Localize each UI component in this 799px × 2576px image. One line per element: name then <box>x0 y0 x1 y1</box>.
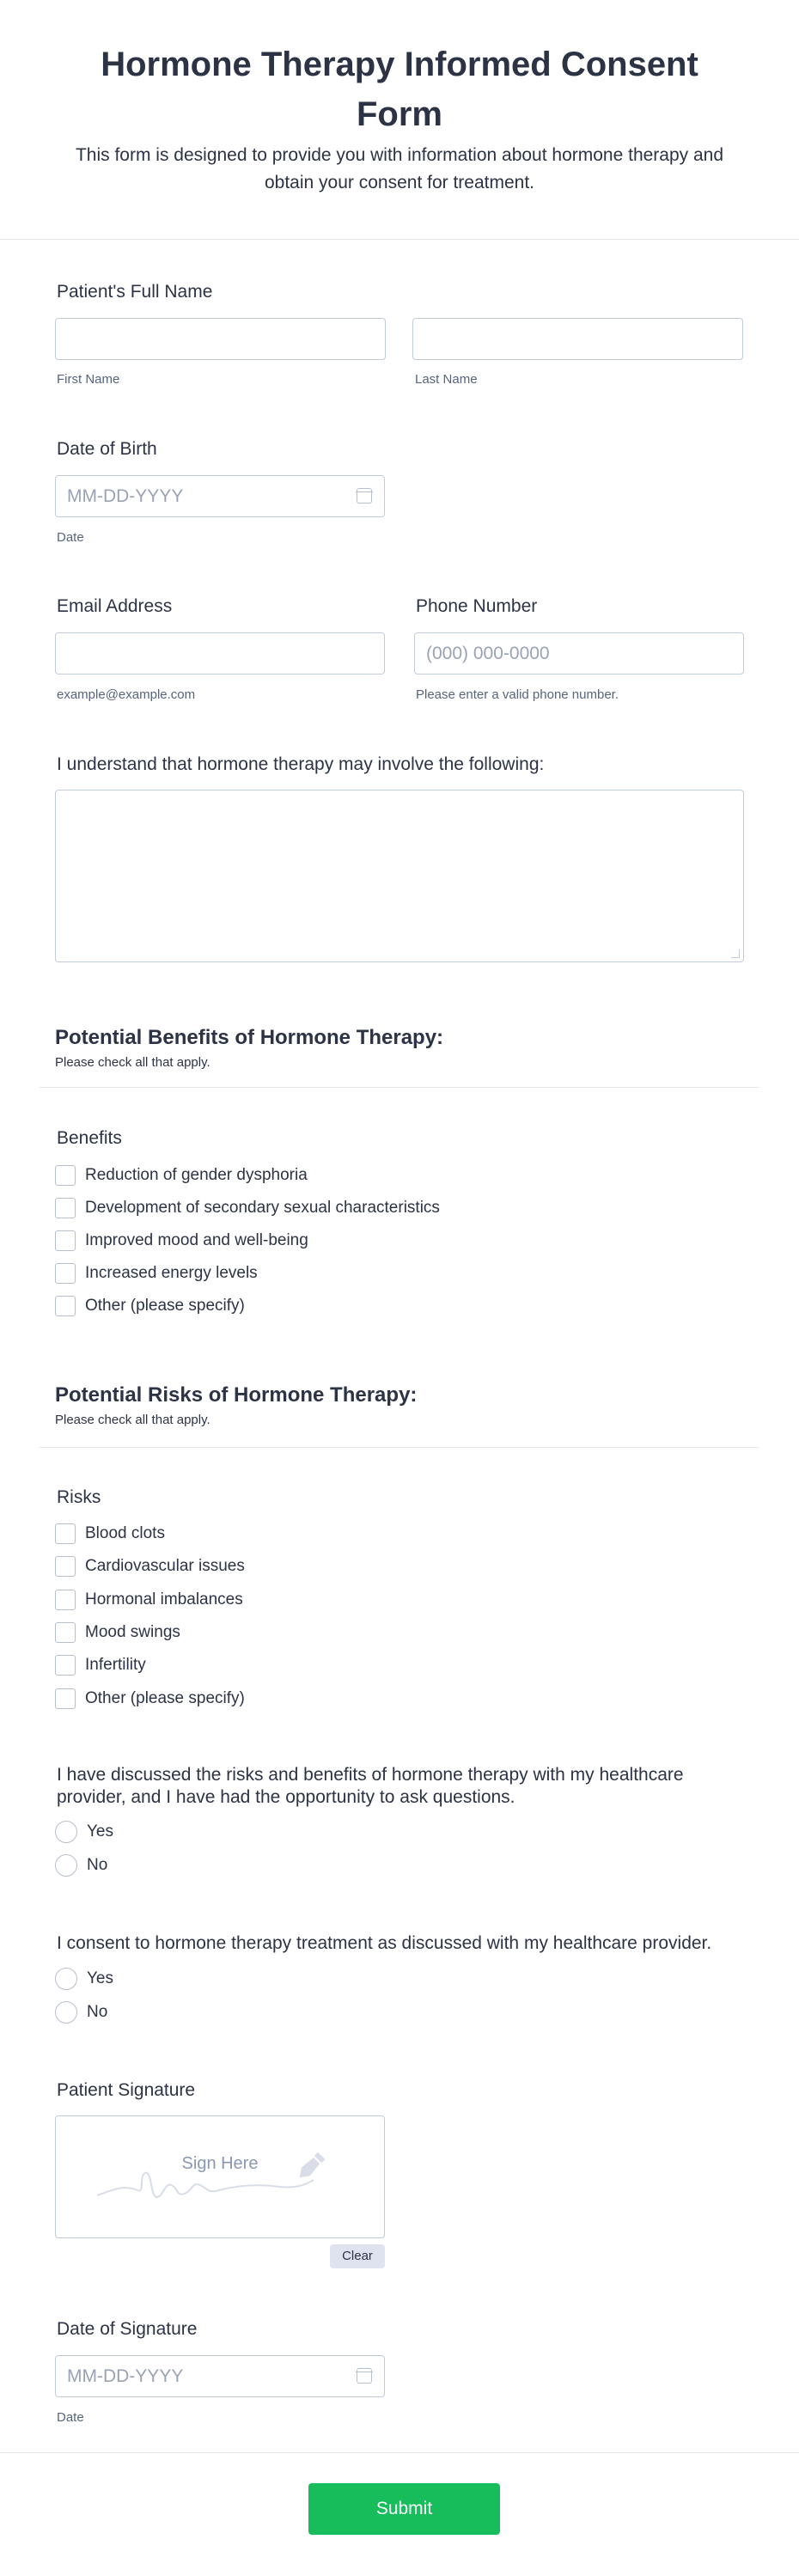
last-name-input[interactable] <box>412 318 743 360</box>
benefit-option-label: Reduction of gender dysphoria <box>85 1166 308 1184</box>
risk-option[interactable] <box>55 1589 243 1611</box>
risk-option-label: Cardiovascular issues <box>85 1557 245 1575</box>
radio-button[interactable] <box>55 2001 77 2024</box>
discussed-option-no[interactable] <box>55 1854 107 1877</box>
phone-label: Phone Number <box>416 596 538 616</box>
benefits-label: Benefits <box>57 1128 122 1148</box>
checkbox[interactable] <box>55 1230 76 1251</box>
radio-label: No <box>87 1856 108 1874</box>
risk-option[interactable] <box>55 1555 245 1578</box>
phone-sublabel: Please enter a valid phone number. <box>416 687 619 702</box>
risks-label: Risks <box>57 1487 101 1507</box>
discussed-question: I have discussed the risks and benefits of hormone therapy with my healthcare provider, and I have had the opportunity to ask questions. <box>57 1765 684 1807</box>
radio-label: Yes <box>87 1969 113 1987</box>
risk-option[interactable] <box>55 1654 146 1676</box>
benefit-option-label: Other (please specify) <box>85 1297 245 1315</box>
signature-pad[interactable] <box>55 2115 385 2238</box>
benefit-option[interactable] <box>55 1295 245 1317</box>
sig-date-label: Date of Signature <box>57 2319 198 2339</box>
risk-option-label: Blood clots <box>85 1524 165 1542</box>
radio-label: No <box>87 2003 108 2021</box>
footer-divider <box>0 2452 799 2453</box>
form-title: Hormone Therapy Informed Consent Form <box>101 46 698 133</box>
checkbox[interactable] <box>55 1622 76 1643</box>
benefits-section-subtitle: Please check all that apply. <box>55 1055 210 1070</box>
benefit-option[interactable] <box>55 1197 440 1219</box>
checkbox[interactable] <box>55 1655 76 1676</box>
benefits-section-title: Potential Benefits of Hormone Therapy: <box>55 1026 444 1049</box>
radio-label: Yes <box>87 1822 113 1840</box>
last-name-sublabel: Last Name <box>415 372 478 387</box>
radio-button[interactable] <box>55 1821 77 1843</box>
signature-scribble-icon <box>56 2116 386 2239</box>
dob-placeholder: MM-DD-YYYY <box>67 485 184 506</box>
sig-date-placeholder: MM-DD-YYYY <box>67 2365 184 2386</box>
checkbox[interactable] <box>55 1165 76 1186</box>
benefit-option-label: Improved mood and well-being <box>85 1231 308 1249</box>
risks-section-subtitle: Please check all that apply. <box>55 1413 210 1427</box>
checkbox[interactable] <box>55 1198 76 1218</box>
benefit-option-label: Increased energy levels <box>85 1264 258 1282</box>
calendar-icon[interactable] <box>357 488 372 504</box>
email-sublabel: example@example.com <box>57 687 196 702</box>
section-divider <box>40 1087 759 1088</box>
sig-date-input[interactable] <box>55 2355 385 2397</box>
understanding-label: I understand that hormone therapy may involve the following: <box>57 754 545 774</box>
benefit-option-label: Development of secondary sexual characteristics <box>85 1199 440 1217</box>
email-input[interactable] <box>55 632 385 675</box>
first-name-sublabel: First Name <box>57 372 120 387</box>
signature-label: Patient Signature <box>57 2080 196 2100</box>
checkbox[interactable] <box>55 1296 76 1316</box>
risk-option[interactable] <box>55 1621 180 1644</box>
clear-signature-button[interactable]: Clear <box>330 2244 385 2268</box>
resize-handle-icon[interactable] <box>731 949 740 958</box>
checkbox[interactable] <box>55 1590 76 1610</box>
submit-button[interactable]: Submit <box>308 2483 500 2535</box>
checkbox[interactable] <box>55 1263 76 1284</box>
dob-input[interactable] <box>55 475 385 517</box>
dob-sublabel: Date <box>57 530 84 545</box>
consent-option-no[interactable] <box>55 2001 107 2024</box>
form-description: This form is designed to provide you with information about hormone therapy and obtain your consent for treatment. <box>75 145 724 192</box>
benefit-option[interactable] <box>55 1262 258 1285</box>
risks-section-title: Potential Risks of Hormone Therapy: <box>55 1383 418 1407</box>
dob-label: Date of Birth <box>57 439 157 459</box>
form-header <box>0 0 799 240</box>
email-label: Email Address <box>57 596 173 616</box>
section-divider <box>40 1447 759 1448</box>
radio-button[interactable] <box>55 1968 77 1990</box>
patient-name-label: Patient's Full Name <box>57 282 213 302</box>
risk-option-label: Hormonal imbalances <box>85 1590 243 1608</box>
risk-option[interactable] <box>55 1523 165 1545</box>
benefit-option[interactable] <box>55 1164 308 1187</box>
risk-option-label: Mood swings <box>85 1623 180 1641</box>
understanding-textarea[interactable] <box>55 790 744 962</box>
first-name-input[interactable] <box>55 318 386 360</box>
phone-input[interactable] <box>414 632 744 675</box>
checkbox[interactable] <box>55 1556 76 1577</box>
calendar-icon[interactable] <box>357 2368 372 2384</box>
checkbox[interactable] <box>55 1688 76 1709</box>
radio-button[interactable] <box>55 1854 77 1877</box>
benefit-option[interactable] <box>55 1230 308 1252</box>
risk-option[interactable] <box>55 1688 245 1710</box>
discussed-option-yes[interactable] <box>55 1821 113 1843</box>
phone-placeholder: (000) 000-0000 <box>426 643 550 663</box>
consent-question: I consent to hormone therapy treatment as discussed with my healthcare provider. <box>57 1933 712 1953</box>
sig-date-sublabel: Date <box>57 2410 84 2425</box>
checkbox[interactable] <box>55 1523 76 1544</box>
consent-option-yes[interactable] <box>55 1968 113 1990</box>
risk-option-label: Other (please specify) <box>85 1689 245 1707</box>
sign-here-hint: Sign Here <box>181 2154 259 2173</box>
risk-option-label: Infertility <box>85 1656 146 1674</box>
